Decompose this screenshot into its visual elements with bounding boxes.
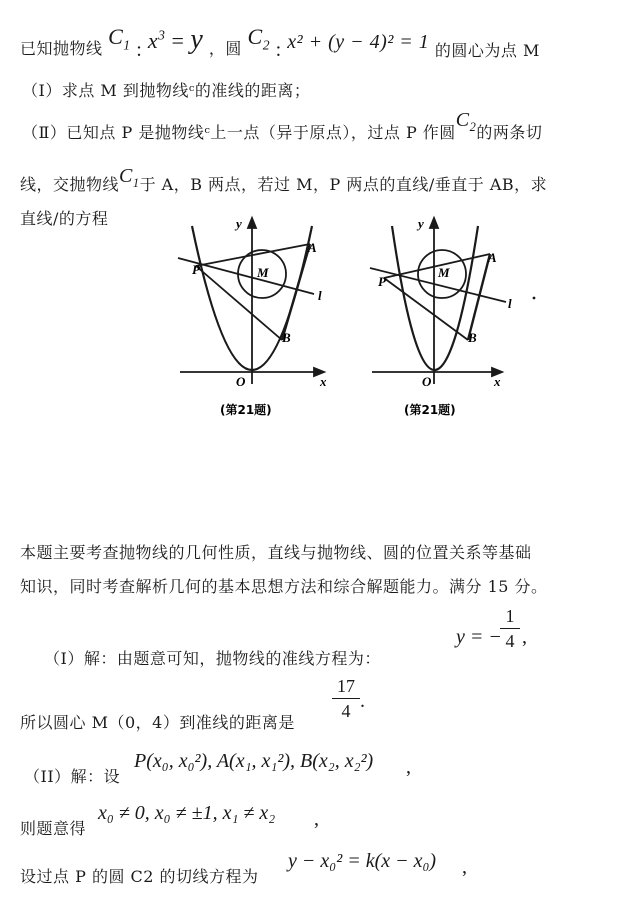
- fig2-caption: (第21题): [404, 403, 456, 417]
- solution-directrix-comma: ,: [522, 626, 527, 648]
- fig1-x-label: x: [320, 374, 327, 389]
- fig2-p-label: P: [378, 274, 386, 289]
- fig2-o-label: O: [422, 374, 432, 389]
- fig2-b-label: B: [468, 330, 477, 345]
- directrix-frac-bar: [500, 628, 520, 629]
- fig1-a-label: A: [308, 240, 317, 255]
- fig2-a-label: A: [488, 250, 497, 265]
- part-2-c2-label: $C_2$: [455, 109, 477, 134]
- fig2-dot-mark: [533, 297, 536, 300]
- fig1-o-label: O: [236, 374, 246, 389]
- solution-points-eq: P(x₀, x₀²), A(x₁, x₁²), B(x₂, x₂²): [134, 750, 374, 772]
- fig1-m-label: M: [257, 265, 269, 280]
- fig2-x-label: x: [494, 374, 501, 389]
- figure-2: [366, 214, 536, 429]
- solution-part-1-text: （I）解：由题意可知，抛物线的准线方程为：: [44, 649, 381, 668]
- problem-line-5: 直线/的方程: [20, 209, 109, 228]
- line-4-text: 线，交抛物线: [20, 175, 120, 194]
- figure-1: [174, 214, 344, 429]
- fig2-parabola: [392, 226, 478, 370]
- solution-condition-comma: ,: [314, 808, 319, 830]
- fig2-tangent-pa: [384, 254, 490, 278]
- problem-line-1: [20, 24, 540, 68]
- problem-intro-text: 已知抛物线: [20, 39, 103, 58]
- solution-distance-frac: [332, 676, 360, 721]
- problem-center-text: 的圆心为点 M: [434, 41, 540, 60]
- part-2-text: （Ⅱ）已知点 P 是抛物线ᶜ上一点（异于原点），过点 P 作圆: [22, 123, 456, 142]
- problem-part-2-line: [22, 109, 543, 147]
- distance-frac-den: 4: [341, 701, 351, 721]
- fig2-tangent-pb: [384, 278, 468, 340]
- c2-colon: :: [275, 39, 282, 61]
- fig1-tangent-pa: [196, 244, 310, 266]
- solution-distance-text: 所以圆心 M（0，4）到准线的距离是: [20, 713, 295, 732]
- solution-points-comma: ,: [406, 756, 411, 778]
- solution-condition-text: 则题意得: [20, 819, 87, 838]
- c1-colon: :: [136, 39, 143, 61]
- solution-tangent-comma: ,: [462, 856, 467, 878]
- fig2-l-label: l: [508, 296, 512, 311]
- c2-equation: x² + (y − 4)² = 1: [287, 31, 430, 53]
- line-4-rest: 于 A，B 两点，若过 M，P 两点的直线/垂直于 AB，求: [139, 175, 548, 194]
- fig2-y-label: y: [418, 216, 424, 231]
- solution-directrix-frac: [500, 606, 520, 651]
- fig1-l-label: l: [318, 288, 322, 303]
- solution-distance-period: .: [360, 690, 365, 712]
- fig1-y-arrow: [248, 218, 256, 228]
- problem-line-4: [20, 165, 548, 199]
- fig1-caption: (第21题): [220, 403, 272, 417]
- solution-condition-eq: x₀ ≠ 0, x₀ ≠ ±1, x₁ ≠ x₂: [98, 802, 276, 824]
- solution-tangent-text: 设过点 P 的圆 C2 的切线方程为: [20, 867, 259, 886]
- solution-directrix-eq: y = −: [456, 626, 502, 648]
- fig2-m-label: M: [438, 265, 450, 280]
- problem-circle-text: ，圆: [208, 39, 242, 58]
- solution-tangent-eq: y − x₀² = k(x − x₀): [288, 850, 437, 872]
- fig2-y-arrow: [430, 218, 438, 228]
- problem-part-1: （Ⅰ）求点 M 到抛物线ᶜ的准线的距离；: [22, 81, 311, 100]
- directrix-frac-num: 1: [505, 606, 515, 626]
- c1-equation: $x^3 = y$: [147, 24, 204, 55]
- solution-part-2-text: （II）解：设: [24, 767, 121, 786]
- solution-intro-1: 本题主要考查抛物线的几何性质，直线与抛物线、圆的位置关系等基础: [20, 543, 532, 562]
- c2-label: $C_2$: [247, 24, 270, 53]
- part-2-tangent-text: 的两条切: [476, 123, 543, 142]
- c1-label: $C_1$: [108, 24, 131, 53]
- distance-frac-num: 17: [337, 676, 355, 696]
- line-4-c1-label: $C_1$: [119, 165, 140, 190]
- distance-frac-bar: [332, 698, 360, 699]
- fig1-p-label: P: [192, 262, 200, 277]
- fig1-b-label: B: [282, 330, 291, 345]
- directrix-frac-den: 4: [505, 631, 515, 651]
- fig1-y-label: y: [236, 216, 242, 231]
- solution-intro-2: 知识，同时考查解析几何的基本思想方法和综合解题能力。满分 15 分。: [20, 577, 548, 596]
